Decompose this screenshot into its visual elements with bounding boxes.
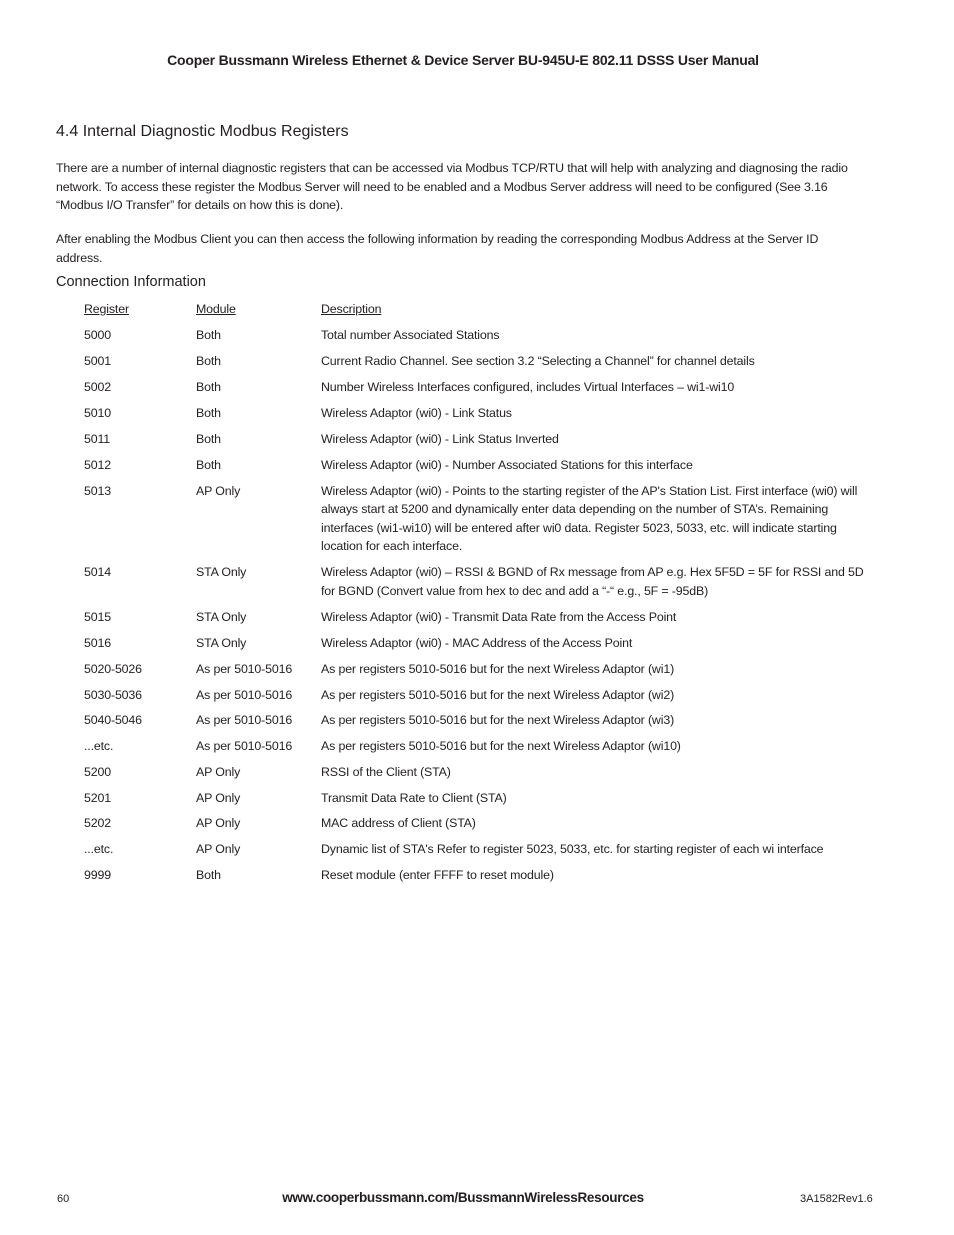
modbus-client-paragraph: After enabling the Modbus Client you can then access the following information by reading the corresponding Modbus Address at the Server ID address. — [56, 232, 819, 265]
table-row — [84, 430, 874, 456]
table-row — [84, 660, 874, 686]
table-header-row — [84, 300, 874, 326]
description-cell: MAC address of Client (STA) — [321, 816, 476, 830]
register-cell: 5020-5026 — [84, 661, 142, 676]
register-cell: 5012 — [84, 457, 111, 472]
description-cell: As per registers 5010-5016 but for the next Wireless Adaptor (wi1) — [321, 661, 675, 676]
register-cell: ...etc. — [84, 738, 114, 753]
table-body — [84, 326, 874, 892]
description-cell: Reset module (enter FFFF to reset module) — [321, 867, 554, 882]
register-table — [84, 300, 874, 892]
table-row — [84, 789, 874, 815]
page-header-title: Cooper Bussmann Wireless Ethernet & Device Server BU-945U-E 802.11 DSSS User Manual — [167, 52, 759, 68]
register-cell: 5010 — [84, 406, 111, 420]
table-row — [84, 378, 874, 404]
module-cell: AP Only — [196, 483, 241, 498]
intro-paragraph: There are a number of internal diagnostic registers that can be accessed via Modbus TCP/RTU that will help with analyzing and diagnosing the radio network. To access these register the Modbus Server will need to be enabled and a Modbus Server address will need to be configured (See 3.16 “Modbus I/O Transfer” for details on how this is done). — [56, 161, 848, 212]
description-cell: Wireless Adaptor (wi0) – RSSI & BGND of Rx message from AP e.g. Hex 5F5D = 5F for RSSI and 5D for BGND (Convert value from hex to dec and add a “-“ e.g., 5F = -95dB) — [321, 565, 864, 598]
module-cell: As per 5010-5016 — [196, 738, 293, 753]
module-cell: As per 5010-5016 — [196, 661, 293, 676]
register-cell: 5040-5046 — [84, 713, 142, 727]
description-column-header: Description — [321, 302, 382, 316]
description-cell: Wireless Adaptor (wi0) - Points to the starting register of the AP's Station List. First interface (wi0) will always start at 5200 and dynamically enter data depending on the number of STA’s. Remaining interfaces (wi1-wi10) will be entered after wi0 data. Register 5023, 5033, etc. will indicate starting location for each interface. — [321, 483, 858, 553]
module-column-header: Module — [196, 302, 236, 316]
register-cell: 5030-5036 — [84, 687, 142, 702]
module-cell: Both — [196, 457, 221, 472]
module-cell: Both — [196, 354, 221, 368]
description-cell: As per registers 5010-5016 but for the next Wireless Adaptor (wi10) — [321, 738, 681, 753]
description-cell: RSSI of the Client (STA) — [321, 764, 451, 779]
table-row — [84, 482, 874, 564]
table-row — [84, 711, 874, 737]
register-cell: 5013 — [84, 483, 111, 498]
table-row — [84, 686, 874, 712]
register-cell: 5201 — [84, 790, 111, 805]
description-cell: Dynamic list of STA's Refer to register 5023, 5033, etc. for starting register of each wi interface — [321, 841, 824, 856]
register-cell: 5202 — [84, 816, 111, 830]
module-cell: STA Only — [196, 636, 247, 650]
table-row — [84, 814, 874, 840]
register-cell: ...etc. — [84, 841, 114, 856]
description-cell: Wireless Adaptor (wi0) - Link Status Inverted — [321, 431, 559, 446]
description-cell: Current Radio Channel. See section 3.2 “Selecting a Channel” for channel details — [321, 354, 755, 368]
description-cell: Wireless Adaptor (wi0) - Transmit Data Rate from the Access Point — [321, 610, 677, 624]
description-cell: Wireless Adaptor (wi0) - Number Associated Stations for this interface — [321, 457, 693, 472]
module-cell: AP Only — [196, 790, 241, 805]
connection-information-heading: Connection Information — [56, 274, 206, 290]
register-cell: 5002 — [84, 380, 111, 394]
module-cell: Both — [196, 328, 221, 342]
table-row — [84, 456, 874, 482]
register-cell: 5014 — [84, 565, 111, 579]
table-row — [84, 608, 874, 634]
section-title: 4.4 Internal Diagnostic Modbus Registers — [56, 123, 349, 140]
module-cell: Both — [196, 380, 221, 394]
table-row — [84, 352, 874, 378]
register-column-header: Register — [84, 302, 129, 316]
table-row — [84, 563, 874, 608]
document-id: 3A1582Rev1.6 — [800, 1193, 873, 1205]
register-cell: 5016 — [84, 636, 111, 650]
module-cell: As per 5010-5016 — [196, 713, 293, 727]
description-cell: Wireless Adaptor (wi0) - MAC Address of the Access Point — [321, 636, 633, 650]
module-cell: AP Only — [196, 816, 241, 830]
table-row — [84, 634, 874, 660]
module-cell: Both — [196, 406, 221, 420]
table-row — [84, 866, 874, 892]
table-row — [84, 404, 874, 430]
register-cell: 5015 — [84, 610, 111, 624]
module-cell: AP Only — [196, 764, 241, 779]
description-cell: Transmit Data Rate to Client (STA) — [321, 790, 507, 805]
module-cell: STA Only — [196, 610, 247, 624]
module-cell: STA Only — [196, 565, 247, 579]
description-cell: Number Wireless Interfaces configured, includes Virtual Interfaces – wi1-wi10 — [321, 380, 735, 394]
description-cell: Wireless Adaptor (wi0) - Link Status — [321, 406, 512, 420]
register-cell: 9999 — [84, 867, 111, 882]
table-row — [84, 737, 874, 763]
module-cell: Both — [196, 431, 221, 446]
register-cell: 5011 — [84, 431, 111, 446]
register-cell: 5200 — [84, 764, 111, 779]
description-cell: Total number Associated Stations — [321, 328, 500, 342]
module-cell: AP Only — [196, 841, 241, 856]
description-cell: As per registers 5010-5016 but for the next Wireless Adaptor (wi3) — [321, 713, 675, 727]
table-row — [84, 326, 874, 352]
register-cell: 5000 — [84, 328, 111, 342]
table-row — [84, 840, 874, 866]
register-cell: 5001 — [84, 354, 111, 368]
table-row — [84, 763, 874, 789]
page-number: 60 — [57, 1193, 70, 1205]
module-cell: As per 5010-5016 — [196, 687, 293, 702]
description-cell: As per registers 5010-5016 but for the next Wireless Adaptor (wi2) — [321, 687, 675, 702]
module-cell: Both — [196, 867, 221, 882]
footer-url: www.cooperbussmann.com/BussmannWirelessResources — [282, 1190, 644, 1205]
